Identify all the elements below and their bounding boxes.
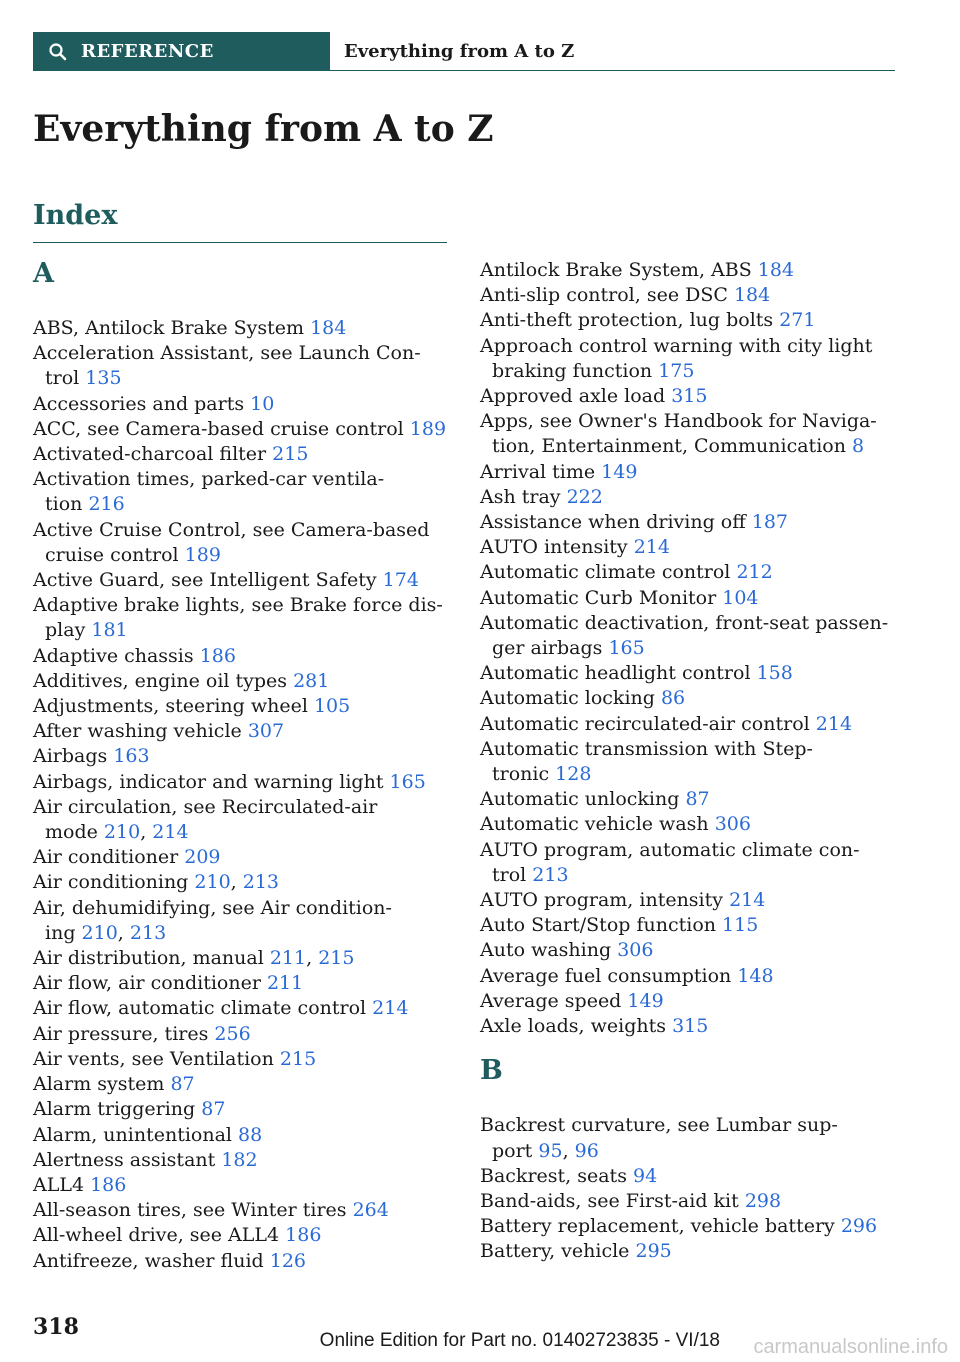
entry-text: Axle loads, weights xyxy=(480,1015,667,1038)
entry-text: Battery replacement, vehicle battery xyxy=(480,1215,835,1238)
index-entry xyxy=(33,1097,453,1122)
entry-text: braking function xyxy=(492,359,653,382)
entry-text: Average fuel consumption xyxy=(480,964,732,987)
index-entry xyxy=(480,964,900,989)
index-entry xyxy=(480,913,900,938)
search-icon xyxy=(48,42,68,62)
page-reference-link[interactable]: 210 xyxy=(103,821,141,844)
page-reference-link[interactable]: 95 xyxy=(538,1139,563,1162)
entry-text: Apps, see Owner's Handbook for Naviga- xyxy=(480,410,877,433)
index-entry xyxy=(33,518,453,568)
page-reference-link[interactable]: 210 xyxy=(81,921,118,944)
entry-text: tion, Entertainment, Communication xyxy=(492,435,846,458)
entry-text: Arrival time xyxy=(480,460,596,483)
index-entry xyxy=(480,838,900,888)
index-entry xyxy=(480,560,900,585)
page-reference-link[interactable]: 214 xyxy=(152,821,189,844)
index-entry xyxy=(33,1123,453,1148)
page-reference-link[interactable]: 214 xyxy=(815,712,853,735)
entry-text: tronic xyxy=(492,763,550,786)
index-entry xyxy=(33,1022,453,1047)
entry-text: Active Cruise Control, see Camera-based xyxy=(33,518,430,541)
running-header xyxy=(33,32,895,71)
entry-text: Airbags, indicator and warning light xyxy=(33,770,384,793)
index-entry: Air, dehumidifying, see Air condition- ing 210, 213 xyxy=(33,896,392,944)
entry-text: tion xyxy=(45,493,83,516)
index-entry xyxy=(480,611,900,661)
page-reference-link[interactable]: 186 xyxy=(285,1224,322,1247)
index-entry xyxy=(33,392,453,417)
entry-text: Backrest, seats xyxy=(480,1164,627,1187)
entry-text: Air vents, see Ventilation xyxy=(33,1047,274,1070)
entry-text: Adjustments, steering wheel xyxy=(33,695,308,718)
index-entry xyxy=(480,485,900,510)
entry-text: ger airbags xyxy=(492,637,603,660)
page-reference-link[interactable]: 213 xyxy=(242,871,280,894)
page-reference-link[interactable]: 126 xyxy=(269,1249,307,1272)
index-entry xyxy=(480,812,900,837)
index-entry xyxy=(480,283,900,308)
index-entry: Air circulation, see Recirculated-air mode 210, 214 xyxy=(33,795,378,844)
entry-text: Automatic recirculated-air control xyxy=(480,712,810,735)
index-entry xyxy=(33,568,453,593)
edition-line: Online Edition for Part no. 01402723835 - VI/18 xyxy=(319,1330,720,1351)
index-entry: Air conditioning 210, 213 xyxy=(33,871,280,894)
page-reference-link[interactable]: 215 xyxy=(318,947,355,970)
page-reference-link[interactable]: 163 xyxy=(113,745,150,768)
index-entry xyxy=(33,1072,453,1097)
page-reference-link[interactable]: 182 xyxy=(221,1148,258,1171)
entry-text: AUTO intensity xyxy=(480,536,628,559)
index-entry xyxy=(480,308,900,333)
entry-text: Anti-slip control, see DSC xyxy=(480,284,728,307)
page-reference-link[interactable]: 115 xyxy=(722,914,759,937)
entry-list-a xyxy=(33,316,453,1274)
page-reference-link[interactable]: 8 xyxy=(852,435,865,458)
page-reference-link[interactable]: 215 xyxy=(272,443,309,466)
index-entry xyxy=(33,644,453,669)
page-reference-link[interactable]: 307 xyxy=(247,720,285,743)
page-reference-link[interactable]: 256 xyxy=(214,1022,251,1045)
page-reference-link[interactable]: 214 xyxy=(372,997,409,1020)
entry-text: Auto washing xyxy=(480,939,612,962)
entry-text: ALL4 xyxy=(33,1173,85,1196)
page-reference-link[interactable]: 94 xyxy=(633,1164,658,1187)
page-reference-link[interactable]: 189 xyxy=(184,543,221,566)
reference-tab-label: REFERENCE xyxy=(81,41,214,62)
entry-text: Approach control warning with city light xyxy=(480,334,873,357)
entry-text: port xyxy=(492,1139,533,1162)
entry-text: Antilock Brake System, ABS xyxy=(480,259,752,281)
index-entry xyxy=(480,686,900,711)
entry-text: Air conditioning xyxy=(33,871,189,894)
entry-text: ing xyxy=(45,921,76,944)
index-entry xyxy=(480,1014,900,1039)
entry-text: Acceleration Assistant, see Launch Con- xyxy=(33,342,421,365)
page-reference-link[interactable]: 281 xyxy=(293,669,330,692)
entry-text: mode xyxy=(45,821,98,844)
entry-text: Alarm system xyxy=(33,1073,165,1096)
index-entry xyxy=(33,467,453,517)
page-reference-link[interactable]: 211 xyxy=(269,947,307,970)
index-entry xyxy=(33,1148,453,1173)
entry-text: AUTO program, automatic climate con- xyxy=(480,838,860,861)
page-reference-link[interactable]: 175 xyxy=(658,359,695,382)
entry-text: ABS, Antilock Brake System xyxy=(33,317,305,339)
page-reference-link[interactable]: 315 xyxy=(672,1015,709,1038)
page-reference-link[interactable]: 187 xyxy=(751,511,789,534)
page-reference-link[interactable]: 213 xyxy=(129,921,167,944)
entry-text: Average speed xyxy=(480,989,622,1012)
page-title: Everything from A to Z xyxy=(33,108,494,150)
entry-text: Antifreeze, washer fluid xyxy=(33,1249,264,1272)
page-reference-link[interactable]: 215 xyxy=(279,1047,317,1070)
index-entry xyxy=(33,1249,453,1274)
section-divider xyxy=(33,242,447,243)
index-entry xyxy=(33,1223,453,1248)
index-entry xyxy=(480,384,900,409)
page-reference-link[interactable]: 212 xyxy=(736,561,773,584)
index-entry xyxy=(480,1189,900,1214)
entry-text: Air conditioner xyxy=(33,846,179,869)
entry-text: Air circulation, see Recirculated-air xyxy=(33,795,378,818)
page-reference-link[interactable]: 158 xyxy=(756,662,793,685)
page-reference-link[interactable]: 165 xyxy=(389,770,426,793)
entry-text: Activated-charcoal filter xyxy=(33,443,267,466)
entry-text: Assistance when driving off xyxy=(480,511,746,534)
entry-text: Accessories and parts xyxy=(33,392,245,415)
entry-text: AUTO program, intensity xyxy=(480,889,724,912)
index-column-left xyxy=(33,254,453,1274)
page-reference-link[interactable]: 211 xyxy=(266,972,304,995)
page-reference-link[interactable]: 87 xyxy=(201,1098,226,1121)
page-reference-link[interactable]: 87 xyxy=(170,1073,195,1096)
index-entry xyxy=(33,996,453,1021)
entry-text: All-season tires, see Winter tires xyxy=(33,1199,347,1222)
index-entry xyxy=(33,971,453,996)
entry-text: All-wheel drive, see ALL4 xyxy=(33,1224,280,1247)
entry-text: After washing vehicle xyxy=(33,720,242,743)
entry-text: Auto Start/Stop function xyxy=(480,914,716,937)
entry-text: play xyxy=(45,619,86,642)
page-reference-link[interactable]: 86 xyxy=(660,687,686,710)
index-entry xyxy=(480,586,900,611)
page-reference-link[interactable]: 184 xyxy=(757,259,795,281)
entry-text: ACC, see Camera-based cruise control xyxy=(33,417,404,440)
index-entry xyxy=(480,787,900,812)
index-entry xyxy=(480,1239,900,1264)
entry-text: Air pressure, tires xyxy=(33,1022,209,1045)
entry-text: Automatic locking xyxy=(480,687,655,710)
page-reference-link[interactable]: 306 xyxy=(714,813,751,836)
entry-text: Airbags xyxy=(33,745,108,768)
index-entry xyxy=(480,535,900,560)
index-entry xyxy=(33,719,453,744)
entry-text: Battery, vehicle xyxy=(480,1240,630,1263)
entry-text: Air distribution, manual xyxy=(33,947,264,970)
watermark: carmanualsonline.info xyxy=(753,1336,948,1358)
index-entry xyxy=(33,744,453,769)
entry-text: Approved axle load xyxy=(480,385,666,408)
entry-text: Automatic Curb Monitor xyxy=(480,586,717,609)
page-reference-link[interactable]: 174 xyxy=(382,569,419,592)
entry-text: Adaptive chassis xyxy=(33,644,194,667)
index-column-right xyxy=(480,258,900,1265)
entry-text: Anti-theft protection, lug bolts xyxy=(480,309,774,332)
entry-text: Automatic transmission with Step- xyxy=(480,737,813,760)
page-reference-link[interactable]: 181 xyxy=(91,619,128,642)
index-entry xyxy=(33,1198,453,1223)
index-entry xyxy=(480,409,900,459)
page-reference-link[interactable]: 296 xyxy=(840,1215,878,1238)
entry-list-b xyxy=(480,1113,900,1264)
index-entry xyxy=(480,888,900,913)
page-reference-link[interactable]: 165 xyxy=(608,637,645,660)
index-entry xyxy=(480,989,900,1014)
page-reference-link[interactable]: 213 xyxy=(532,863,569,886)
page-reference-link[interactable]: 186 xyxy=(199,644,236,667)
entry-text: Automatic headlight control xyxy=(480,662,751,685)
index-entry xyxy=(33,770,453,795)
entry-text: Automatic unlocking xyxy=(480,788,680,811)
entry-text: Alarm, unintentional xyxy=(33,1123,232,1146)
entry-text: Alertness assistant xyxy=(33,1148,216,1171)
index-entry xyxy=(33,341,453,391)
page-reference-link[interactable]: 10 xyxy=(250,392,275,415)
page-reference-link[interactable]: 295 xyxy=(635,1240,672,1263)
page-number: 318 xyxy=(33,1314,79,1340)
entry-text: Automatic climate control xyxy=(480,561,731,584)
index-entry xyxy=(480,1164,900,1189)
index-entry xyxy=(33,845,453,870)
page-reference-link[interactable]: 135 xyxy=(85,367,122,390)
reference-tab[interactable] xyxy=(33,32,330,70)
index-entry xyxy=(33,593,453,643)
entry-text: Activation times, parked-car ventila- xyxy=(33,468,385,491)
entry-text: Backrest curvature, see Lumbar sup- xyxy=(480,1114,838,1137)
index-entry: Air distribution, manual 211, 215 xyxy=(33,947,355,970)
entry-text: Band-aids, see First-aid kit xyxy=(480,1189,739,1212)
entry-list-a-continued xyxy=(480,258,900,1039)
page-reference-link[interactable]: 96 xyxy=(574,1139,599,1162)
section-title: Index xyxy=(33,200,118,231)
page-reference-link[interactable]: 87 xyxy=(685,788,710,811)
page-reference-link[interactable]: 214 xyxy=(633,536,670,559)
index-entry xyxy=(480,334,900,384)
page-reference-link[interactable]: 306 xyxy=(617,939,654,962)
page-reference-link[interactable]: 148 xyxy=(737,964,774,987)
index-entry xyxy=(480,510,900,535)
page-reference-link[interactable]: 209 xyxy=(184,846,221,869)
page-reference-link[interactable]: 105 xyxy=(313,695,351,718)
entry-text: Adaptive brake lights, see Brake force dis- xyxy=(33,594,443,617)
entry-text: trol xyxy=(492,863,527,886)
page-reference-link[interactable]: 88 xyxy=(238,1123,263,1146)
page-reference-link[interactable]: 271 xyxy=(779,309,816,332)
page-reference-link[interactable]: 214 xyxy=(729,889,766,912)
page-reference-link[interactable]: 216 xyxy=(88,493,125,516)
index-entry xyxy=(33,669,453,694)
index-entry xyxy=(33,1047,453,1072)
header-title: Everything from A to Z xyxy=(344,41,575,62)
entry-text: Automatic vehicle wash xyxy=(480,813,709,836)
page-reference-link[interactable]: 184 xyxy=(733,284,771,307)
index-entry xyxy=(480,1214,900,1239)
entry-text: Air flow, automatic climate control xyxy=(33,997,367,1020)
page-reference-link[interactable]: 210 xyxy=(194,871,231,894)
entry-text: Air flow, air conditioner xyxy=(33,972,261,995)
page-reference-link[interactable]: 128 xyxy=(555,763,592,786)
index-entry xyxy=(480,737,900,787)
page-reference-link[interactable]: 315 xyxy=(671,385,708,408)
entry-text: Additives, engine oil types xyxy=(33,669,288,692)
page-reference-link[interactable]: 186 xyxy=(90,1173,127,1196)
page-reference-link[interactable]: 104 xyxy=(722,586,759,609)
index-entry xyxy=(480,460,900,485)
index-entry xyxy=(33,1173,453,1198)
page-reference-link[interactable]: 149 xyxy=(601,460,638,483)
index-entry xyxy=(480,712,900,737)
entry-text: cruise control xyxy=(45,543,179,566)
letter-heading-b: B xyxy=(480,1055,503,1087)
entry-text: Automatic deactivation, front-seat passen- xyxy=(480,611,889,634)
index-entry xyxy=(33,442,453,467)
index-entry xyxy=(33,417,453,442)
page-reference-link[interactable]: 222 xyxy=(566,485,603,508)
entry-text: trol xyxy=(45,367,80,390)
page-reference-link[interactable]: 189 xyxy=(409,417,447,440)
index-entry: Backrest curvature, see Lumbar sup- port 95, 96 xyxy=(480,1114,838,1162)
index-entry xyxy=(33,694,453,719)
entry-text: Alarm triggering xyxy=(33,1098,196,1121)
index-entry xyxy=(480,938,900,963)
page-reference-link[interactable]: 184 xyxy=(310,317,347,339)
page-reference-link[interactable]: 264 xyxy=(352,1199,389,1222)
entry-text: Air, dehumidifying, see Air condition- xyxy=(33,896,392,919)
index-entry xyxy=(480,258,900,283)
index-entry xyxy=(33,316,453,341)
page-reference-link[interactable]: 298 xyxy=(744,1189,782,1212)
entry-text: Ash tray xyxy=(480,485,561,508)
letter-heading-a: A xyxy=(33,258,54,289)
index-entry xyxy=(480,661,900,686)
page-reference-link[interactable]: 149 xyxy=(627,989,664,1012)
entry-text: Active Guard, see Intelligent Safety xyxy=(33,569,377,592)
